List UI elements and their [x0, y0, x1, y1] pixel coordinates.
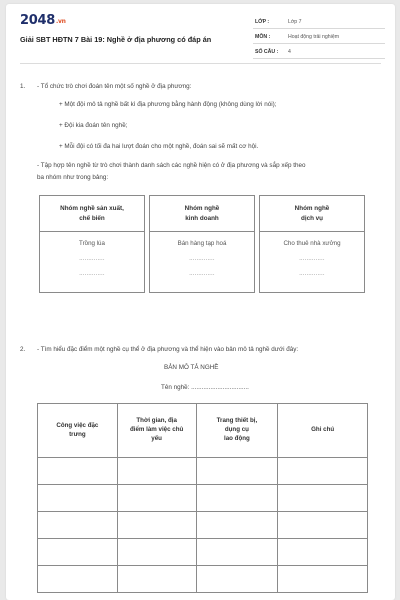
table-cell[interactable]: [196, 539, 278, 566]
rule-item: + Một đội mô tả nghề bất kì địa phương bằng hành động (không dùng lời nói);: [59, 101, 277, 108]
column-header: Ghi chú: [278, 404, 368, 458]
table-row: [38, 512, 368, 539]
rule-item: + Đội kia đoán tên nghề;: [59, 122, 128, 129]
table-row: [38, 539, 368, 566]
table-row: [38, 566, 368, 593]
table-cell[interactable]: [117, 512, 196, 539]
table-cell[interactable]: [38, 485, 118, 512]
table-cell[interactable]: [117, 566, 196, 593]
header-divider: [20, 63, 381, 64]
meta-info: [253, 16, 385, 61]
question-number: 1.: [20, 83, 26, 90]
meta-row-subject: [253, 31, 385, 44]
category-header: Nhóm nghề sản xuất, chế biến: [40, 196, 144, 232]
logo-text: 2048: [20, 13, 55, 28]
column-header: Thời gian, địa điểm làm việc chủ yếu: [117, 404, 196, 458]
table-row: [38, 485, 368, 512]
table-cell[interactable]: [278, 512, 368, 539]
meta-key: SỐ CÂU :: [255, 49, 279, 55]
category-header: Nhóm nghề kinh doanh: [150, 196, 254, 232]
table-cell[interactable]: [196, 485, 278, 512]
table-cell[interactable]: [38, 566, 118, 593]
task-text: - Tập hợp tên nghề từ trò chơi thành danh sách các nghề hiện có ở địa phương và sắp xếp theo: [37, 162, 306, 169]
rule-item: + Mỗi đội có tối đa hai lượt đoán cho một nghề, đoán sai sẽ mất cơ hội.: [59, 143, 259, 150]
logo-suffix: .vn: [55, 18, 66, 25]
meta-value: Lớp 7: [288, 19, 302, 25]
category-production: [39, 195, 145, 293]
meta-value: Hoạt động trải nghiệm: [288, 34, 340, 40]
table-row: [38, 458, 368, 485]
table-cell[interactable]: [117, 539, 196, 566]
table-cell[interactable]: [196, 566, 278, 593]
answer-blank[interactable]: ..............: [189, 256, 215, 262]
table-cell[interactable]: [196, 512, 278, 539]
page-title: Giải SBT HĐTN 7 Bài 19: Nghề ở địa phương có đáp án: [20, 35, 212, 44]
task-text-cont: ba nhóm như trong bảng:: [37, 174, 109, 181]
table-cell[interactable]: [196, 458, 278, 485]
column-header: Công việc đặc trưng: [38, 404, 118, 458]
question-intro: - Tìm hiểu đặc điểm một nghề cụ thể ở địa phương và thể hiện vào bản mô tả nghề dưới đây:: [37, 346, 299, 353]
meta-row-question-count: [253, 46, 385, 59]
category-example: Cho thuê nhà xưởng: [283, 240, 341, 247]
table-cell[interactable]: [278, 539, 368, 566]
site-logo[interactable]: [20, 13, 66, 28]
table-cell[interactable]: [38, 512, 118, 539]
meta-value: 4: [288, 49, 291, 55]
category-example: Trồng lúa: [79, 240, 105, 247]
answer-blank[interactable]: ..............: [189, 271, 215, 277]
table-cell[interactable]: [117, 458, 196, 485]
answer-blank[interactable]: ..............: [79, 271, 105, 277]
job-description-table: [37, 403, 368, 593]
meta-key: MÔN :: [255, 34, 271, 40]
meta-key: LỚP :: [255, 19, 270, 25]
table-title: BẢN MÔ TẢ NGHỀ: [164, 364, 219, 371]
meta-row-class: [253, 16, 385, 29]
document-page: [6, 4, 395, 600]
category-business: [149, 195, 255, 293]
answer-blank[interactable]: ..............: [79, 256, 105, 262]
category-header: Nhóm nghề dịch vụ: [260, 196, 364, 232]
table-header-row: [38, 404, 368, 458]
answer-blank[interactable]: ..............: [299, 256, 325, 262]
category-services: [259, 195, 365, 293]
question-number: 2.: [20, 346, 26, 353]
table-cell[interactable]: [38, 539, 118, 566]
question-intro: - Tổ chức trò chơi đoán tên một số nghề ở địa phương:: [37, 83, 192, 90]
table-cell[interactable]: [38, 458, 118, 485]
table-cell[interactable]: [278, 485, 368, 512]
table-cell[interactable]: [278, 458, 368, 485]
table-cell[interactable]: [278, 566, 368, 593]
category-example: Bán hàng tạp hoá: [177, 240, 227, 247]
column-header: Trang thiết bị, dụng cụ lao động: [196, 404, 278, 458]
job-name-field[interactable]: Tên nghề: .................................: [161, 384, 249, 391]
table-cell[interactable]: [117, 485, 196, 512]
answer-blank[interactable]: ..............: [299, 271, 325, 277]
